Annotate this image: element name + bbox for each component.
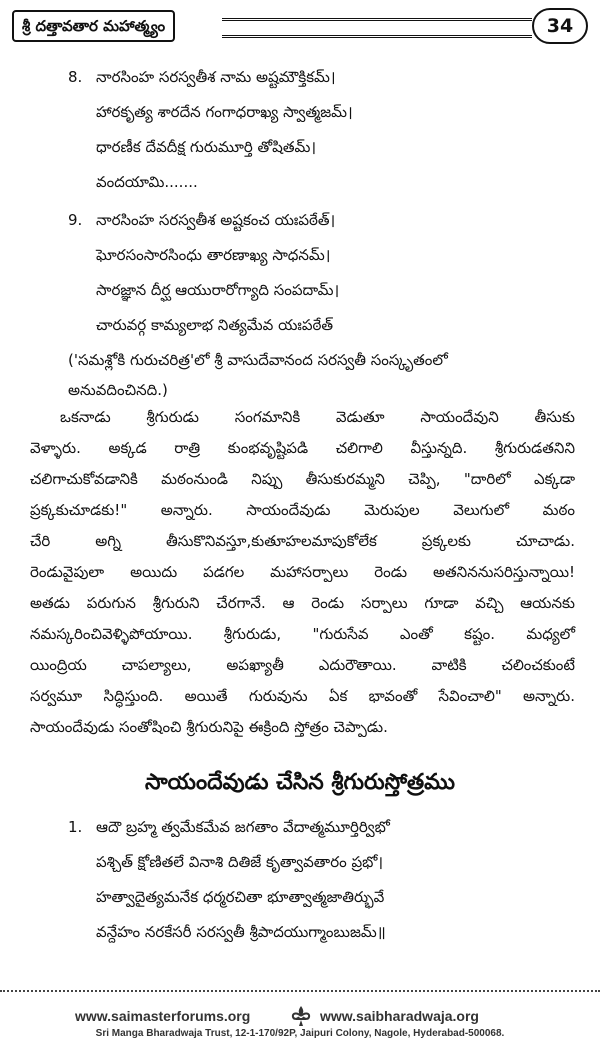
- paragraph-line: యింద్రియ చాపల్యాలు, అపఖ్యాతీ ఎదురౌతాయి. వాటికి చలించకుంటే: [30, 656, 575, 674]
- verse-line: నారసింహ సరస్వతీశ అష్టకంచ యఃపఠేత్।: [96, 211, 336, 229]
- verse-number: 8.: [68, 68, 83, 86]
- paragraph-line: సాయందేవుడు సంతోషించి శ్రీగురునిపై ఈక్రింది స్తోత్రం చెప్పాడు.: [30, 718, 388, 736]
- paragraph-line: ఒకనాడు శ్రీగురుడు సంగమానికి వెడుతూ సాయందేవుని తీసుకు: [60, 408, 575, 426]
- header-rule: [222, 18, 532, 38]
- section-heading: సాయందేవుడు చేసిన శ్రీగురుస్తోత్రము: [144, 770, 456, 795]
- verse-line: హారకృత్య శారదేన గంగాధరాఖ్య స్వాత్మజమ్।: [96, 103, 353, 121]
- verse-line: సారజ్ఞాన దీర్ఘ ఆయురారోగ్యాది సంపదామ్।: [96, 281, 340, 299]
- paragraph-line: చేరి అగ్ని తీసుకొనివస్తూ,కుతూహలమాపుకోలేక ప్రక్కలకు చూచాడు.: [30, 532, 575, 550]
- paragraph-line: అతడు పరుగున శ్రీగురుని చేరగానే. ఆ రెండు సర్పాలు గూడా వచ్చి ఆయనకు: [30, 594, 575, 612]
- footer-link-right[interactable]: www.saibharadwaja.org: [320, 1008, 479, 1024]
- footer-divider: [0, 990, 600, 992]
- verse-line: ఆదౌ బ్రహ్మ త్వమేకమేవ జగతాం వేదాత్మమూర్తిర్విభో: [96, 818, 390, 836]
- book-title: శ్రీ దత్తావతార మహాత్మ్యం: [12, 10, 175, 42]
- note-line: అనువదించినది.): [68, 381, 168, 399]
- verse-line: ఘోరసంసారసింధు తారణాఖ్య సాధనమ్।: [96, 246, 331, 264]
- fleur-de-lis-icon: [289, 1004, 313, 1028]
- page-header: [12, 8, 588, 44]
- paragraph-line: ప్రక్కకుచూడకు!" అన్నారు. సాయందేవుడు మెరుపుల వెలుగులో మఠం: [30, 501, 575, 519]
- verse-line: పశ్చిత్ క్షోణితలే వినాశి దితిజే కృత్వావతారం ప్రభో।: [96, 853, 384, 871]
- page-number: 34: [532, 8, 588, 44]
- paragraph-line: నమస్కరించివెళ్ళిపోయాయి. శ్రీగురుడు, "గురుసేవ ఎంతో కష్టం. మధ్యలో: [30, 625, 575, 643]
- paragraph-line: చలిగాచుకోవడానికి మఠంనుండి నిప్పు తీసుకురమ్మని చెప్పి, "దారిలో ఎక్కడా: [30, 470, 575, 488]
- note-line: ('సమశ్లోకి గురుచరిత్ర'లో శ్రీ వాసుదేవానంద సరస్వతీ సంస్కృతంలో: [68, 351, 448, 369]
- verse-number: 1.: [68, 818, 83, 836]
- verse-line: నారసింహ సరస్వతీశ నామ అష్టమౌక్తికమ్।: [96, 68, 336, 86]
- verse-line: ధారణీక దేవదీక్ష గురుమూర్తి తోషితమ్।: [96, 138, 317, 156]
- paragraph-line: రెండువైపులా అయిదు పడగల మహాసర్పాలు రెండు అతనిననుసరిస్తున్నాయి!: [30, 563, 575, 581]
- paragraph-line: సర్వమూ సిద్ధిస్తుంది. అయితే గురువును ఏక భావంతో సేవించాలి" అన్నారు.: [30, 687, 575, 705]
- story-paragraph: [30, 402, 575, 743]
- verse-line: వన్దేహం నరకేసరీ సరస్వతీ శ్రీపాదయుగ్మాంబుజమ్॥: [96, 923, 386, 941]
- paragraph-line: వెళ్ళారు. అక్కడ రాత్రి కుంభవృష్టిపడి చలిగాలి వీస్తున్నది. శ్రీగురుడతనిని: [30, 439, 575, 457]
- verse-line: వందయామి.......: [96, 173, 198, 191]
- footer-address: Sri Manga Bharadwaja Trust, 12-1-170/92P, Jaipuri Colony, Nagole, Hyderabad-500068.: [95, 1028, 505, 1039]
- verse-line: హత్వాదైత్యమనేక ధర్మరచితా భూత్వాత్మజాతిర్భువే: [96, 888, 385, 906]
- verse-number: 9.: [68, 211, 83, 229]
- footer-link-left[interactable]: www.saimasterforums.org: [75, 1008, 251, 1024]
- verse-line: చారువర్గ కామ్యలాభ నిత్యమేవ యఃపఠేత్: [96, 316, 334, 334]
